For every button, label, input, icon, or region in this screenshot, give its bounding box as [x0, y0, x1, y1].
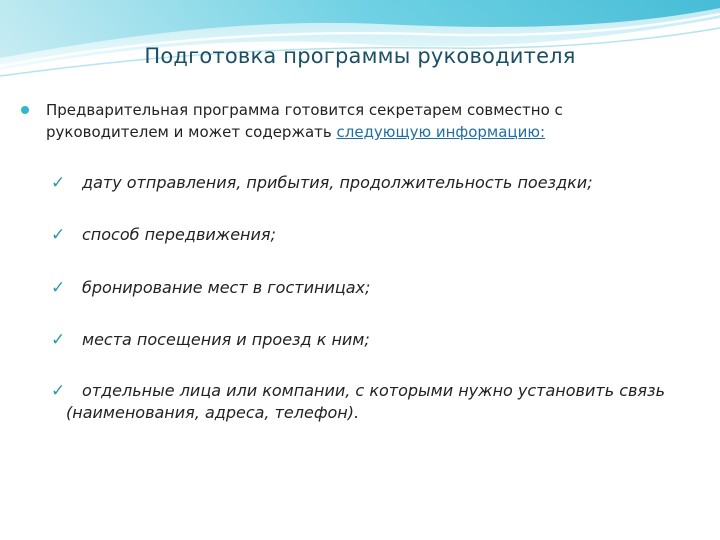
check-icon: ✓	[51, 278, 66, 298]
info-link[interactable]: следующую информацию:	[336, 123, 546, 141]
list-item-text: места посещения и проезд к ним;	[82, 330, 370, 349]
check-icon: ✓	[51, 381, 66, 401]
list-item	[51, 277, 678, 299]
check-icon: ✓	[51, 173, 66, 193]
list-item	[51, 380, 678, 424]
list-item-text: способ передвижения;	[82, 225, 276, 244]
list-item-text: бронирование мест в гостиницах;	[82, 278, 371, 297]
check-icon: ✓	[51, 330, 66, 350]
list-item	[51, 172, 678, 194]
list-item	[51, 224, 678, 246]
list-item-continuation: (наименования, адреса, телефон).	[66, 403, 360, 422]
list-item-text: отдельные лица или компании, с которыми нужно установить связь	[82, 381, 665, 400]
list-item-text: дату отправления, прибытия, продолжительность поездки;	[82, 173, 593, 192]
bullet-dot-icon	[21, 106, 29, 114]
intro-text: Предварительная программа готовится секретарем совместно с руководителем и может содержать	[46, 101, 563, 141]
intro-paragraph	[46, 99, 646, 143]
page-title: Подготовка программы руководителя	[144, 44, 576, 68]
check-icon: ✓	[51, 225, 66, 245]
list-item	[51, 329, 678, 351]
